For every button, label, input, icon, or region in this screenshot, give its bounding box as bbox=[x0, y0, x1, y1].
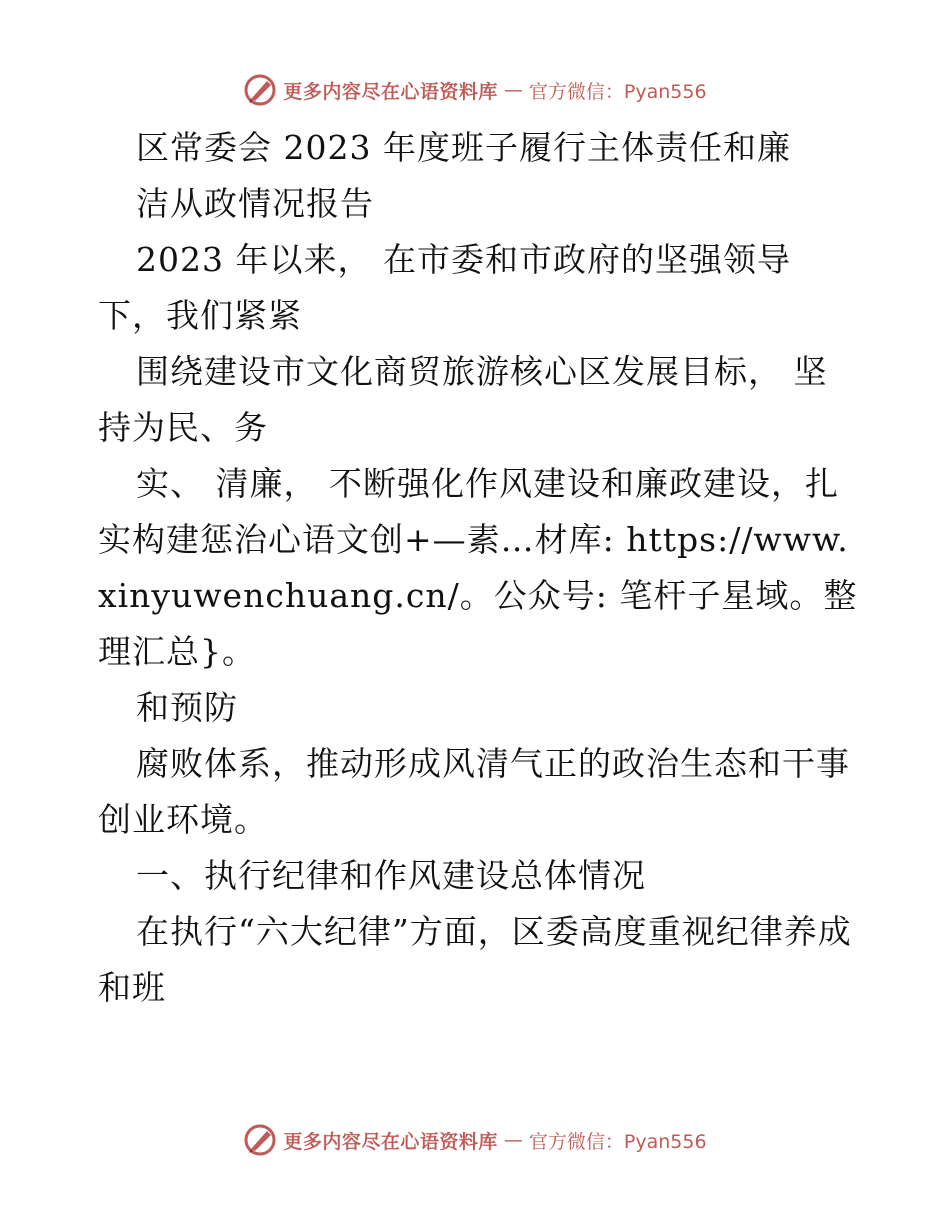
paragraph: 腐败体系，推动形成风清气正的政治生态和干事创业环境。 bbox=[98, 744, 850, 839]
paragraph: 围绕建设市文化商贸旅游核心区发展目标， 坚持为民、务 bbox=[98, 352, 828, 447]
banner-main-text: 更多内容尽在心语资料库 bbox=[283, 1130, 498, 1153]
banner-contact-text: 官方微信：Pyan556 bbox=[528, 1130, 707, 1153]
doc-title-line-2: 洁从政情况报告 bbox=[136, 184, 374, 223]
pen-logo-icon bbox=[243, 1123, 277, 1157]
paragraph: 和预防 bbox=[136, 688, 238, 727]
banner-main-text: 更多内容尽在心语资料库 bbox=[283, 80, 498, 103]
pen-logo-icon bbox=[243, 73, 277, 107]
header-banner bbox=[0, 70, 950, 110]
paragraph: 在执行“六大纪律”方面，区委高度重视纪律养成和班 bbox=[98, 912, 852, 1007]
paragraph: 2023 年以来， 在市委和市政府的坚强领导下，我们紧紧 bbox=[98, 240, 791, 335]
banner-dash: — bbox=[503, 1129, 523, 1151]
banner-dash: — bbox=[503, 79, 523, 101]
paragraph: 实、 清廉， 不断强化作风建设和廉政建设，扎实构建惩治心语文创+—素…材库: https://www.xinyuwenchuang.cn/。公众号: 笔杆子星域。整理汇总}。 bbox=[98, 464, 858, 671]
section-heading: 一、执行纪律和作风建设总体情况 bbox=[136, 856, 646, 895]
banner-contact-text: 官方微信：Pyan556 bbox=[528, 80, 707, 103]
document-body bbox=[98, 120, 858, 1016]
doc-title-line-1: 区常委会 2023 年度班子履行主体责任和廉 bbox=[136, 128, 791, 167]
footer-banner bbox=[0, 1120, 950, 1160]
